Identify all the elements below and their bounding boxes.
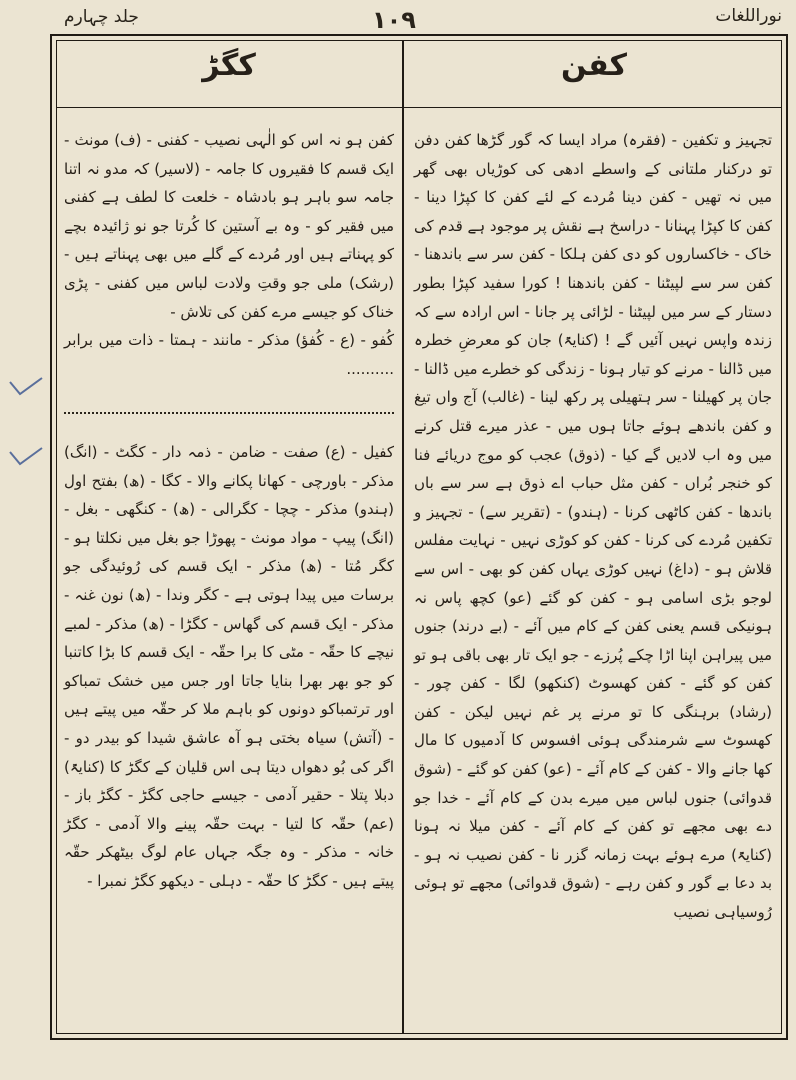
- entry-text: کفیل - (ع) صفت - ضامن - ذمہ دار - کگٹ - (انگ) مذکر - باورچی - کھانا پکانے والا - کگا - (ھ) بفتح اول (ہندو) مذکر - چچا - کگرالی - (ھ) - کنگھی - بغل - (انگ) پیپ - مواد مونث - پھوڑا جو بغل میں نکلتا ہو - کگر مُتا - (ھ) مذکر - ایک قسم کی رُوئیدگی جو برسات میں پیدا ہوتی ہے - کگر وندا - (ھ) نون غنہ - مذکر - ایک قسم کی گھاس - کگڑا - (ھ) مذکر - لمبے نیچے کا حقّہ - مٹی کا برا حقّہ - ایک قسم کا بڑا کاتنبا کو جو بھر بھرا بنایا جاتا اور جس میں خشک تمباکو اور ترتمباکو دونوں کو باہم ملا کر حقّہ میں پیتے ہیں - (آتش) سیاہ بختی ہو آہ عاشق شیدا کو بیدر دو - اگر کی بُو دھواں دیتا ہی اس قلیان کے کگڑ کا (کنایۃً) دبلا پتلا - حقیر آدمی - جیسے حاجی کگڑ - کگڑ باز - (عم) حقّہ کا لتیا - بہت حقّہ پینے والا آدمی - کگڑ خانہ - مذکر - وہ جگہ جہاں عام لوگ بیٹھکر حقّہ پیتے ہیں - کگڑ کا حقّہ - دہلی - دیکھو کگڑ نمبرا -: [64, 443, 394, 890]
- entry-gufu: کُفو - (ع - کُفؤ) مذکر - مانند - ہمتا - ذات میں برابر ..........: [64, 331, 394, 378]
- entry-text: تجہیز و تکفین - (فقرہ) مراد ایسا کہ گور گڑھا کفن دفن تو درکنار ملتانی کے واسطے ادھی کی کوڑیاں بھی گھر میں نہ تھیں - کفن دینا مُردے کے لئے کفن کا کپڑا دینا - کفن کا کپڑا پہنانا - دراسخ ہے نقش پر موجود ہے قدم کی خاک - خاکساروں کو دی کفن ہلکا - کفن سر سے باندھنا - کفن سر سے لپیٹنا - کفن باندھنا ! کورا سفید کپڑا بطور دستار کے سر میں لپیٹنا - لڑائی پر جانا - اس ارادہ سے کہ زندہ واپس نہیں آئیں گے ! (کنایۃً) جان کو معرضِ خطرہ میں ڈالنا - مرنے کو تیار ہونا - زندگی کو خطرے میں ڈالنا - جان پر کھیلنا - سر ہتھیلی پر رکھ لینا - (غالب) آج واں تیغ و کفن باندھے ہوئے جاتا ہوں میں - عذر میرے قتل کرنے میں وہ اب لادیں گے کیا - (ذوق) عجب کو موج دریائے فنا کو خنجر بُراں - کفن مثل حباب اے ذوق ہے سر سے باں باندھا - کفن کاٹھی کرنا - (ہندو) - (تقریر سے) - تجہیز و تکفین مُردے کی کرنا - کفن کو کوڑی نہیں - نہایت مفلس قلاش ہو - (داغ) نہیں کوڑی یہاں کفن کو بھی - اس سے لوجو بڑی اسامی ہو - کفن کو گئے (عو) کچھ پاس نہ ہونیکی قسم یعنی کفن کے کام میں آئے - (بے درند) جنوں میں پیراہن اپنا اڑا چکے پُرزے - جو ایک تار بھی باقی ہو تو کفن کو گئے - کفن کھسوٹ (کنکھو) لگا - کفن چور - (رشاد) برہنگی کا تو مرنے پر غم نہیں لیکن - کفن کھسوٹ سے شرمندگی ہوئی افسوس کا آدمیوں کا مال کھا جانے والا - کفن کے کام آئے - (عو) کفن کو گئے - (شوق قدوائی) جنوں لباس میں میرے بدن کے کام آئے - خدا جو دے بھی مجھے تو کفن کے کام آئے - کفن میلا نہ ہونا (کنایۃً) مرے ہوئے بہت زمانہ گزر نا - کفن نصیب نہ ہو - بد دعا بے گور و کفن رہے - (شوق قدوائی) مجھے تو ہوئی رُوسیاہی نصیب: [414, 131, 772, 922]
- book-title: نوراللغات: [715, 6, 782, 26]
- column-divider: [402, 40, 404, 1034]
- dotted-separator: [64, 412, 394, 414]
- right-column-heading: کفن: [560, 48, 628, 83]
- page-number: ۱۰۹: [372, 6, 416, 34]
- right-column-text: [414, 126, 772, 927]
- pencil-check-mark-icon: [6, 442, 46, 472]
- left-column-heading: کگڑ: [202, 48, 256, 83]
- pencil-check-mark-icon: [6, 372, 46, 402]
- left-column-text-top: [64, 126, 394, 383]
- entry-text: کفن ہو نہ اس کو الٰہی نصیب - کفنی - (ف) مونث - ایک قسم کا فقیروں کا جامہ - (لاسیر) کہ مدو نہ اتنا جامہ سو باہر ہو بادشاہ - خلعت کا لطف ہے کفنی میں فقیر کو - وہ بے آستین کا کُرتا جو نو ژائیدہ بچے کو پہناتے ہیں اور مُردے کے گلے میں بھی پہناتے ہیں - (رشک) ملی جو وقتِ ولادت لباس میں کفنی - پڑی خناک کو جیسے مرے کفن کی تلاش -: [64, 131, 394, 321]
- left-column-text-bottom: [64, 438, 394, 896]
- heading-rule: [56, 107, 782, 108]
- volume-label: جلد چہارم: [64, 7, 139, 27]
